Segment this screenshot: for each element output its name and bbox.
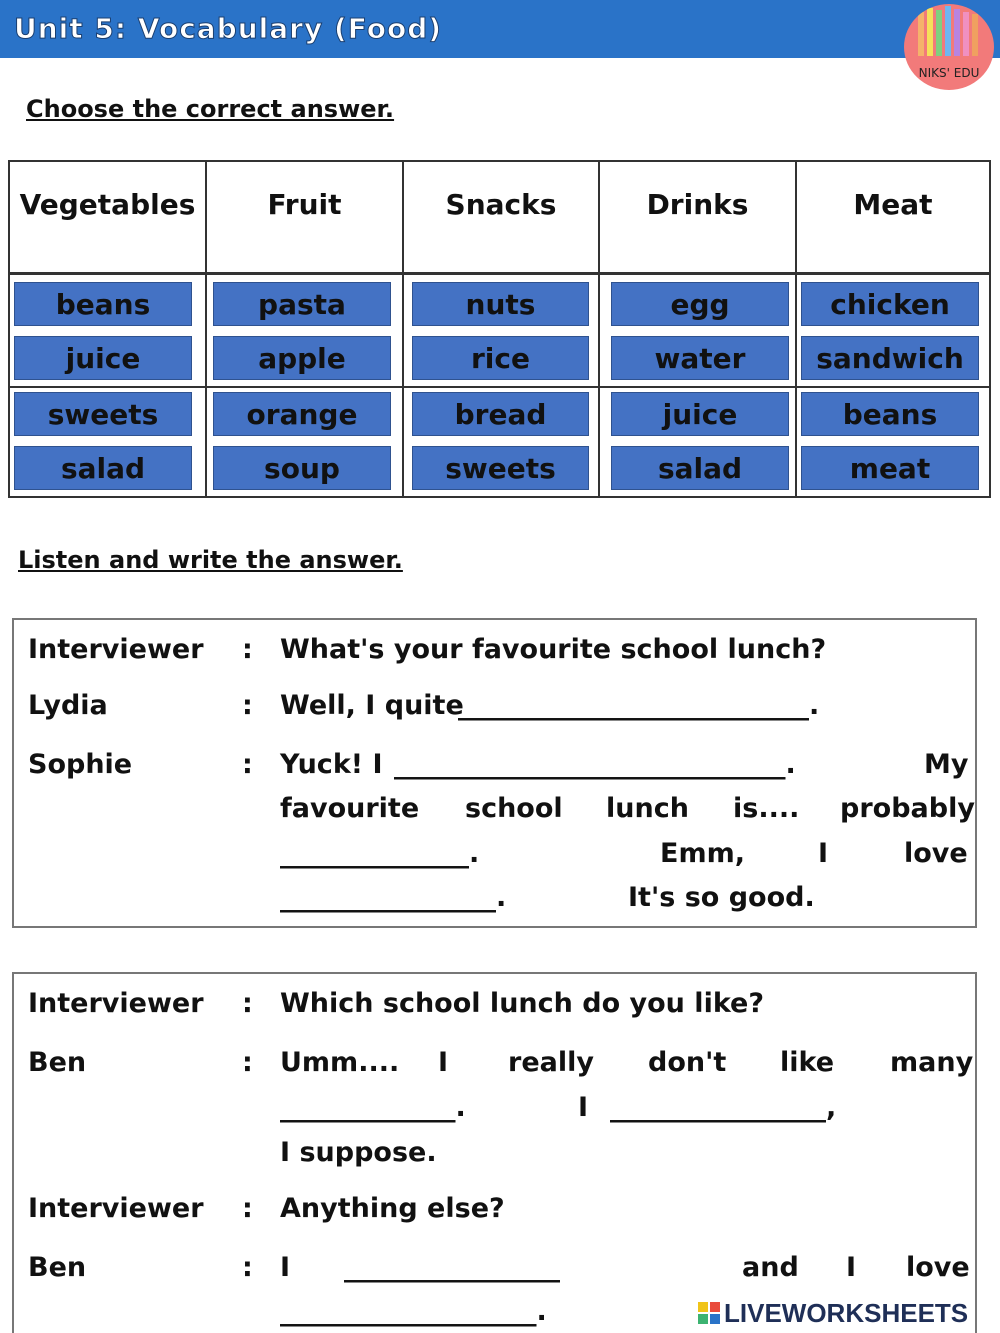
colon: :: [242, 1047, 253, 1078]
option-chip[interactable]: juice: [14, 336, 192, 380]
option-chip[interactable]: nuts: [412, 282, 589, 326]
table-divider: [10, 272, 989, 275]
dialog-word: I: [818, 838, 829, 869]
speaker-label: Interviewer: [28, 634, 204, 665]
speaker-label: Interviewer: [28, 1193, 204, 1224]
vocabulary-table: [8, 160, 991, 498]
speaker-label: Ben: [28, 1047, 87, 1078]
option-chip[interactable]: rice: [412, 336, 589, 380]
answer-blank[interactable]: _____________________________.: [394, 749, 796, 780]
column-header-vegetables: Vegetables: [19, 188, 196, 221]
logo-text: NIKS' EDU: [918, 66, 980, 80]
option-chip[interactable]: salad: [611, 446, 789, 490]
answer-blank[interactable]: __________________________.: [458, 690, 820, 721]
option-chip[interactable]: apple: [213, 336, 391, 380]
section-title-choose: Choose the correct answer.: [26, 95, 395, 123]
table-divider: [10, 386, 989, 388]
dialog-word: really: [508, 1047, 594, 1078]
option-chip[interactable]: beans: [801, 392, 979, 436]
answer-blank[interactable]: _____________.: [280, 1092, 466, 1123]
column-header-snacks: Snacks: [445, 188, 557, 221]
option-chip[interactable]: water: [611, 336, 789, 380]
dialog-word: It's so good.: [628, 882, 815, 913]
dialog-word: My: [924, 749, 969, 780]
option-chip[interactable]: pasta: [213, 282, 391, 326]
liveworksheets-icon: [698, 1302, 720, 1324]
dialog-word: don't: [648, 1047, 727, 1078]
speaker-label: Lydia: [28, 690, 108, 721]
answer-blank[interactable]: ________________: [344, 1252, 560, 1283]
dialog-box-1: [12, 618, 977, 928]
colon: :: [242, 988, 253, 1019]
colon: :: [242, 1193, 253, 1224]
option-chip[interactable]: egg: [611, 282, 789, 326]
dialog-word: and: [742, 1252, 799, 1283]
dialog-word: favourite: [280, 793, 420, 824]
dialog-word: I: [846, 1252, 857, 1283]
page-header: [0, 0, 1000, 58]
dialog-line: Yuck! I: [280, 749, 383, 780]
speaker-label: Sophie: [28, 749, 133, 780]
dialog-word: I: [280, 1252, 291, 1283]
option-chip[interactable]: juice: [611, 392, 789, 436]
dialog-word: Emm,: [660, 838, 745, 869]
answer-blank[interactable]: ___________________.: [280, 1296, 547, 1327]
column-header-fruit: Fruit: [267, 188, 342, 221]
dialog-word: I: [578, 1092, 589, 1123]
option-chip[interactable]: soup: [213, 446, 391, 490]
dialog-line: Anything else?: [280, 1193, 505, 1224]
liveworksheets-brand: LIVEWORKSHEETS: [724, 1298, 969, 1328]
dialog-word: Umm....: [280, 1047, 400, 1078]
dialog-word: I: [438, 1047, 449, 1078]
dialog-word: school: [465, 793, 563, 824]
colon: :: [242, 1252, 253, 1283]
dialog-line: Well, I quite: [280, 690, 464, 721]
option-chip[interactable]: beans: [14, 282, 192, 326]
option-chip[interactable]: sweets: [14, 392, 192, 436]
option-chip[interactable]: salad: [14, 446, 192, 490]
colon: :: [242, 634, 253, 665]
colon: :: [242, 690, 253, 721]
option-chip[interactable]: chicken: [801, 282, 979, 326]
option-chip[interactable]: sweets: [412, 446, 589, 490]
dialog-box-2: [12, 972, 977, 1333]
colon: :: [242, 749, 253, 780]
speaker-label: Ben: [28, 1252, 87, 1283]
column-header-meat: Meat: [853, 188, 933, 221]
dialog-word: is....: [733, 793, 800, 824]
option-chip[interactable]: bread: [412, 392, 589, 436]
dialog-word: many: [890, 1047, 974, 1078]
niks-edu-logo: [904, 4, 994, 90]
dialog-word: love: [906, 1252, 970, 1283]
answer-blank[interactable]: ______________.: [280, 838, 480, 869]
answer-blank[interactable]: ________________.: [280, 882, 507, 913]
dialog-line: Which school lunch do you like?: [280, 988, 765, 1019]
option-chip[interactable]: sandwich: [801, 336, 979, 380]
dialog-word: like: [780, 1047, 835, 1078]
section-title-listen: Listen and write the answer.: [18, 546, 403, 574]
dialog-word: love: [904, 838, 968, 869]
dialog-word: lunch: [606, 793, 689, 824]
option-chip[interactable]: orange: [213, 392, 391, 436]
option-chip[interactable]: meat: [801, 446, 979, 490]
liveworksheets-logo: [698, 1296, 994, 1330]
pencils-icon: [914, 6, 984, 60]
page-title: Unit 5: Vocabulary (Food): [14, 12, 443, 45]
dialog-word: probably: [840, 793, 975, 824]
dialog-line: I suppose.: [280, 1137, 437, 1168]
answer-blank[interactable]: ________________,: [610, 1092, 837, 1123]
speaker-label: Interviewer: [28, 988, 204, 1019]
dialog-line: What's your favourite school lunch?: [280, 634, 827, 665]
column-header-drinks: Drinks: [646, 188, 749, 221]
